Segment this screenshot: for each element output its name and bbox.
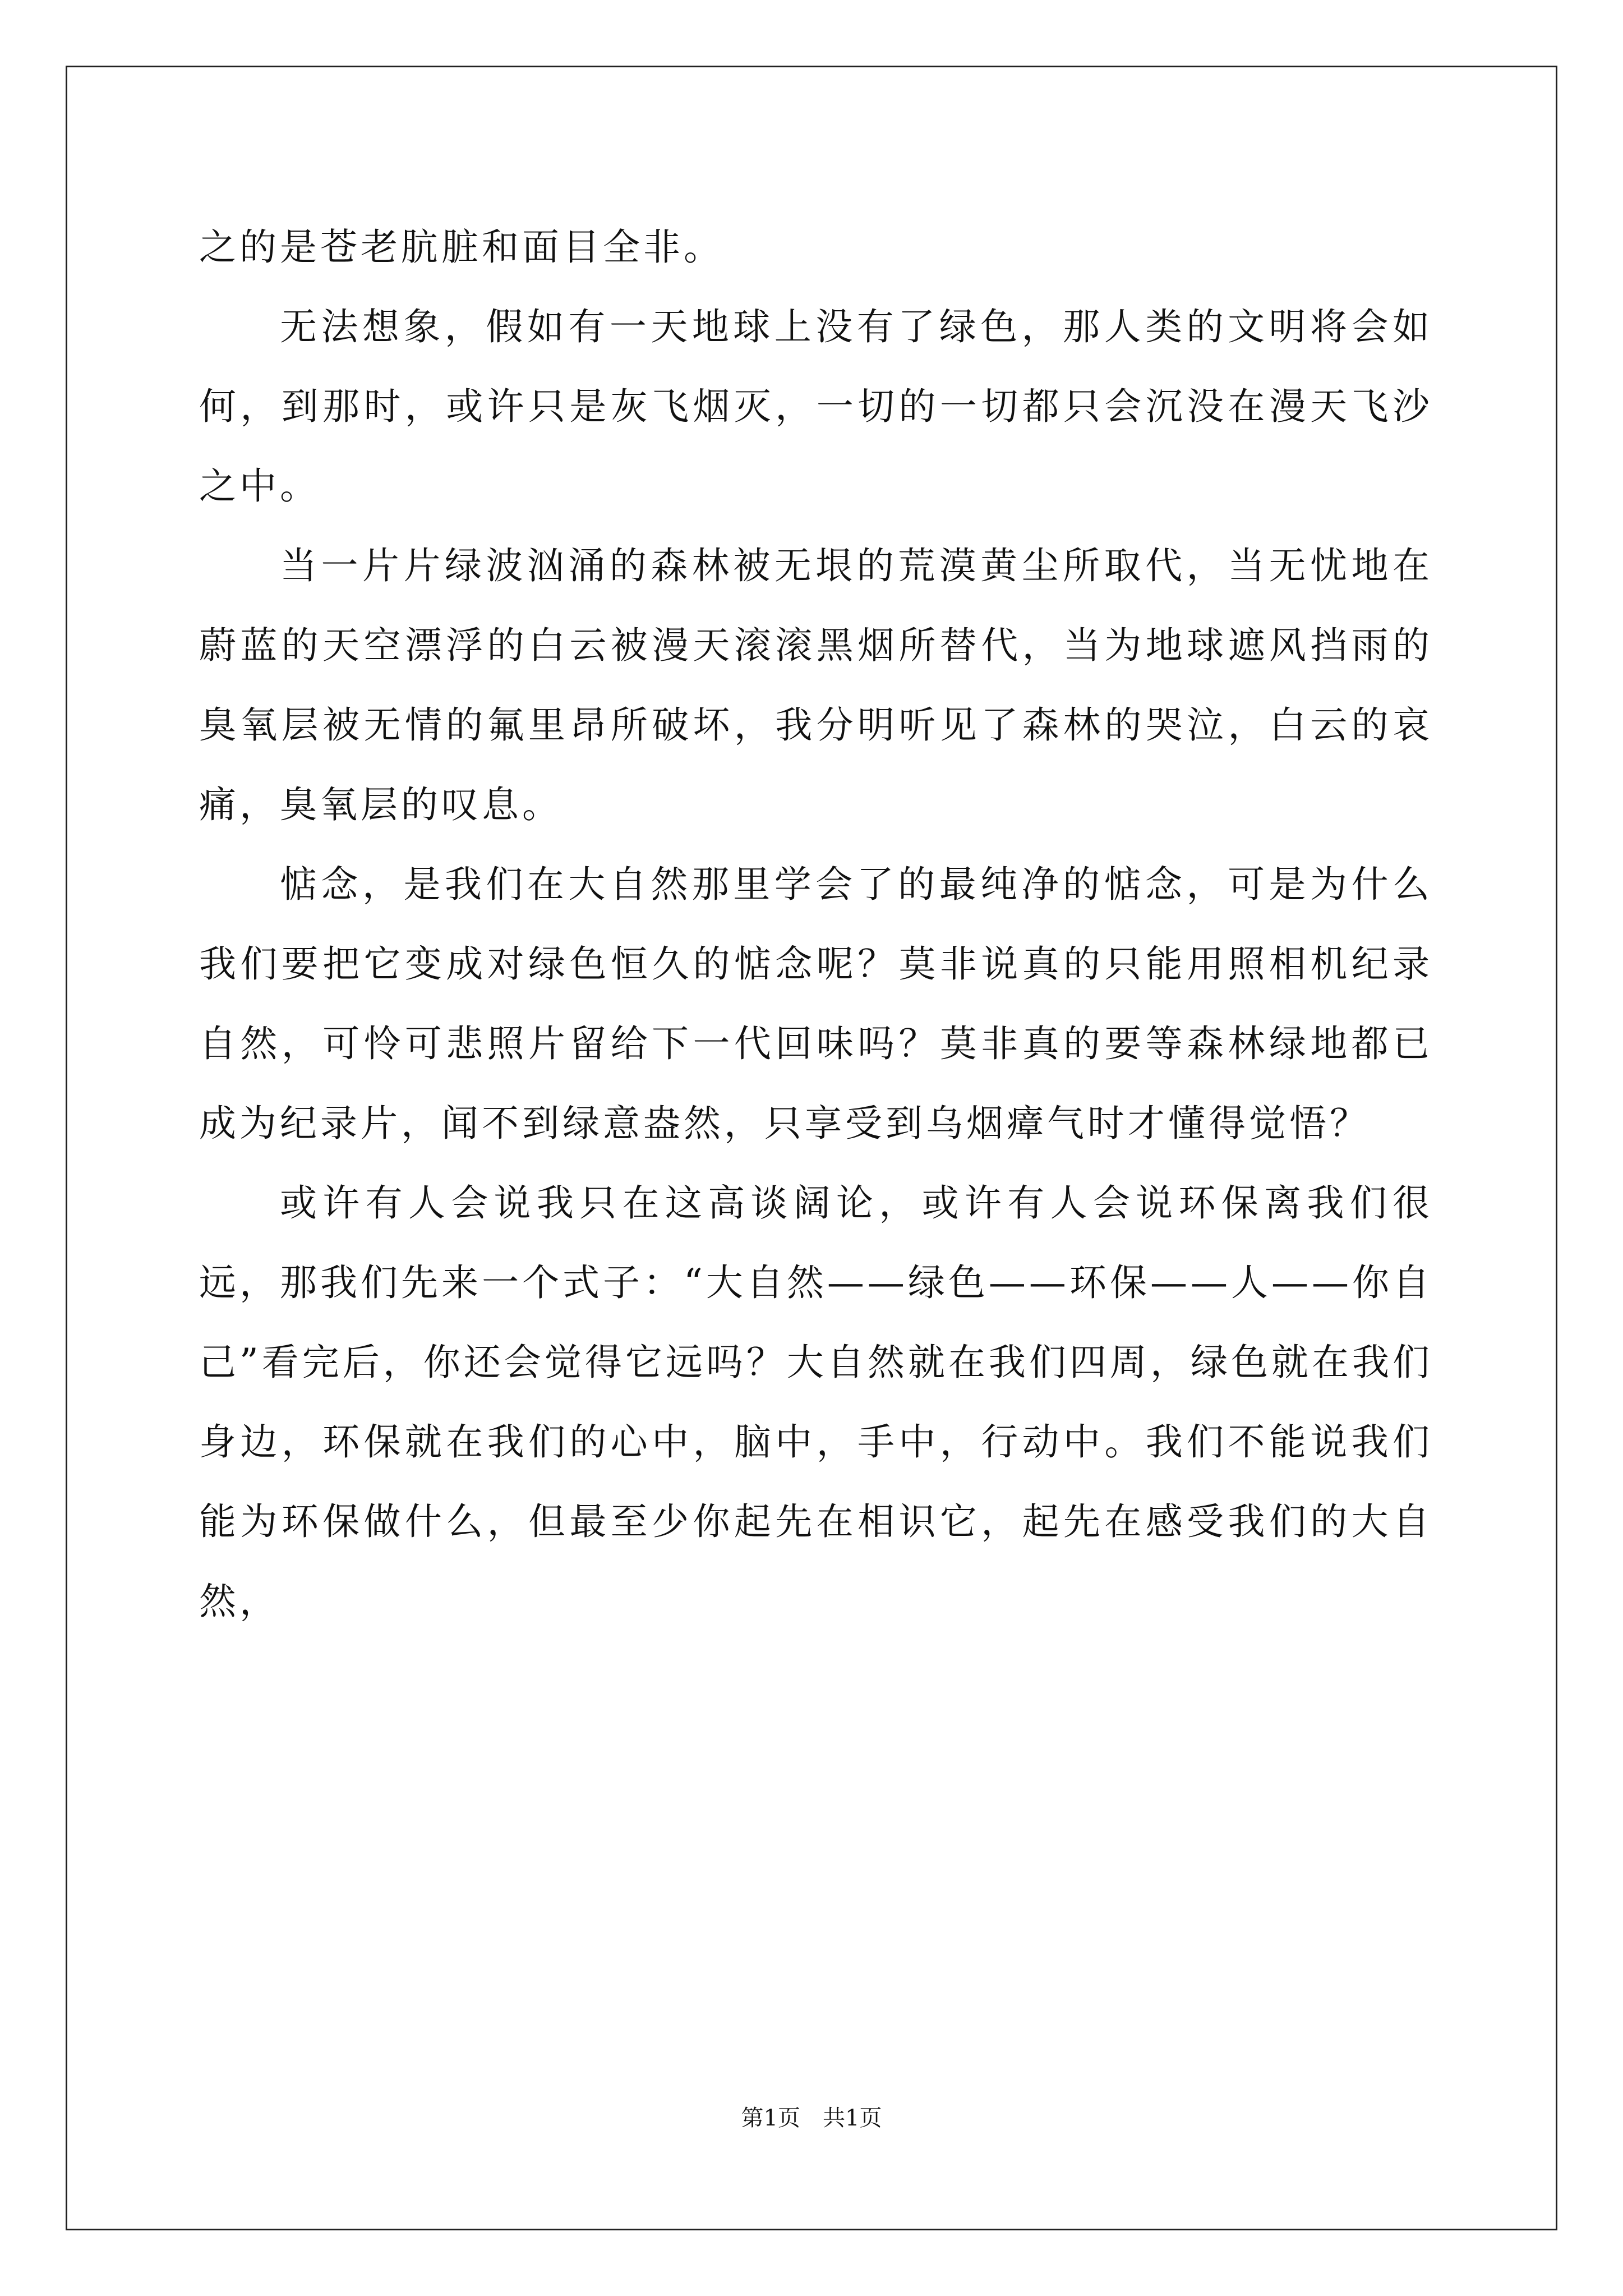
paragraph: 当一片片绿波汹涌的森林被无垠的荒漠黄尘所取代，当无忧地在蔚蓝的天空漂浮的白云被漫天滚滚黑烟所替代，当为地球遮风挡雨的臭氧层被无情的氟里昂所破坏，我分明听见了森林的哭泣，白云的哀痛，臭氧层的叹息。: [199, 544, 1433, 826]
paragraph: 惦念，是我们在大自然那里学会了的最纯净的惦念，可是为什么我们要把它变成对绿色恒久的惦念呢？莫非说真的只能用照相机纪录自然，可怜可悲照片留给下一代回味吗？莫非真的要等森林绿地都已成为纪录片，闻不到绿意盎然，只享受到乌烟瘴气时才懂得觉悟？: [199, 863, 1433, 1145]
paragraph: 无法想象，假如有一天地球上没有了绿色，那人类的文明将会如何，到那时，或许只是灰飞烟灭，一切的一切都只会沉没在漫天飞沙之中。: [199, 305, 1433, 508]
document-body: [199, 208, 1433, 1641]
page-number-footer: 第1页 共1页: [741, 2105, 882, 2131]
paragraph-continuation: 之的是苍老肮脏和面目全非。: [199, 226, 724, 269]
paragraph: 或许有人会说我只在这高谈阔论，或许有人会说环保离我们很远，那我们先来一个式子：“大自然——绿色——环保——人——你自己”看完后，你还会觉得它远吗？大自然就在我们四周，绿色就在我们身边，环保就在我们的心中，脑中，手中，行动中。我们不能说我们能为环保做什么，但最至少你起先在相识它，起先在感受我们的大自然，: [199, 1181, 1433, 1623]
